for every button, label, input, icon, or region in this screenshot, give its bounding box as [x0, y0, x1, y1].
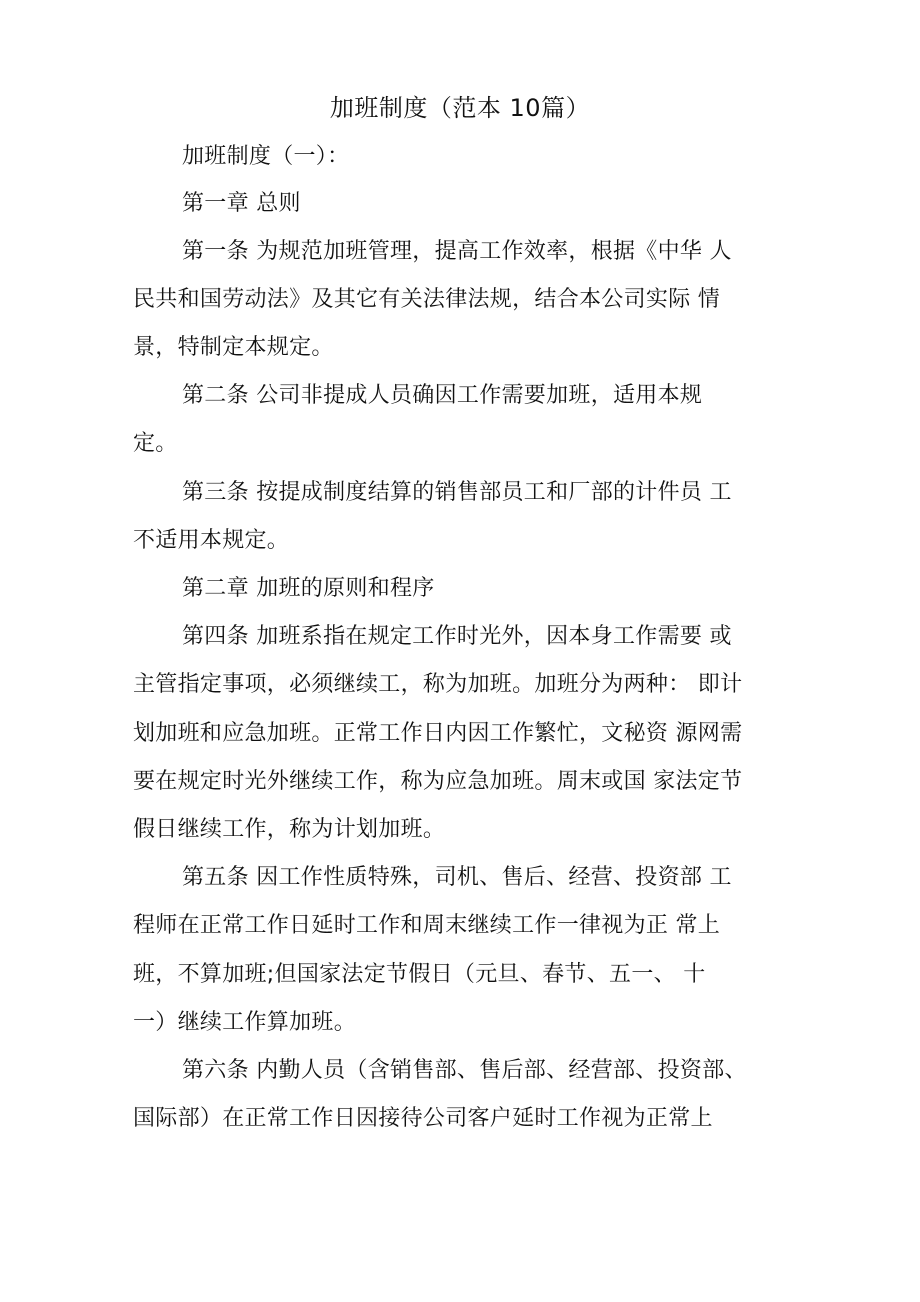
paragraph-line: 程师在正常工作日延时工作和周末继续工作一律视为正 常上 [133, 913, 721, 938]
paragraph-line: 景，特制定本规定。 [133, 335, 334, 360]
chapter-heading: 第二章 加班的原则和程序 [182, 576, 435, 601]
document-title: 加班制度（范本 10篇） [329, 94, 591, 122]
paragraph-line: 第四条 加班系指在规定工作时光外，因本身工作需要 或 [182, 624, 732, 649]
paragraph-line: 第一条 为规范加班管理，提高工作效率，根据《中华 人 [182, 239, 732, 264]
paragraph-line: 第二条 公司非提成人员确因工作需要加班，适用本规 [182, 383, 703, 408]
paragraph-line: 划加班和应急加班。正常工作日内因工作繁忙，文秘资 源网需 [133, 721, 743, 746]
chapter-heading: 第一章 总则 [182, 191, 301, 216]
paragraph-line: 第三条 按提成制度结算的销售部员工和厂部的计件员 工 [182, 480, 732, 505]
paragraph-line: 主管指定事项，必须继续工，称为加班。加班分为两种： 即计 [133, 672, 743, 697]
paragraph-line: 假日继续工作，称为计划加班。 [133, 817, 446, 842]
paragraph-line: 第六条 内勤人员（含销售部、售后部、经营部、投资部、 [182, 1058, 747, 1083]
paragraph-line: 不适用本规定。 [133, 528, 290, 553]
paragraph-line: 定。 [133, 431, 178, 456]
paragraph-line: 民共和国劳动法》及其它有关法律法规，结合本公司实际 情 [133, 287, 721, 312]
paragraph-line: 国际部）在正常工作日因接待公司客户延时工作视为正常上 [133, 1106, 713, 1131]
paragraph-line: 第五条 因工作性质特殊，司机、售后、经营、投资部 工 [182, 865, 732, 890]
section-heading: 加班制度（一）： [182, 144, 350, 169]
paragraph-line: 班，不算加班;但国家法定节假日（元旦、春节、五一、 十 [133, 962, 706, 987]
paragraph-line: 一）继续工作算加班。 [133, 1010, 357, 1035]
paragraph-line: 要在规定时光外继续工作，称为应急加班。周末或国 家法定节 [133, 769, 743, 794]
